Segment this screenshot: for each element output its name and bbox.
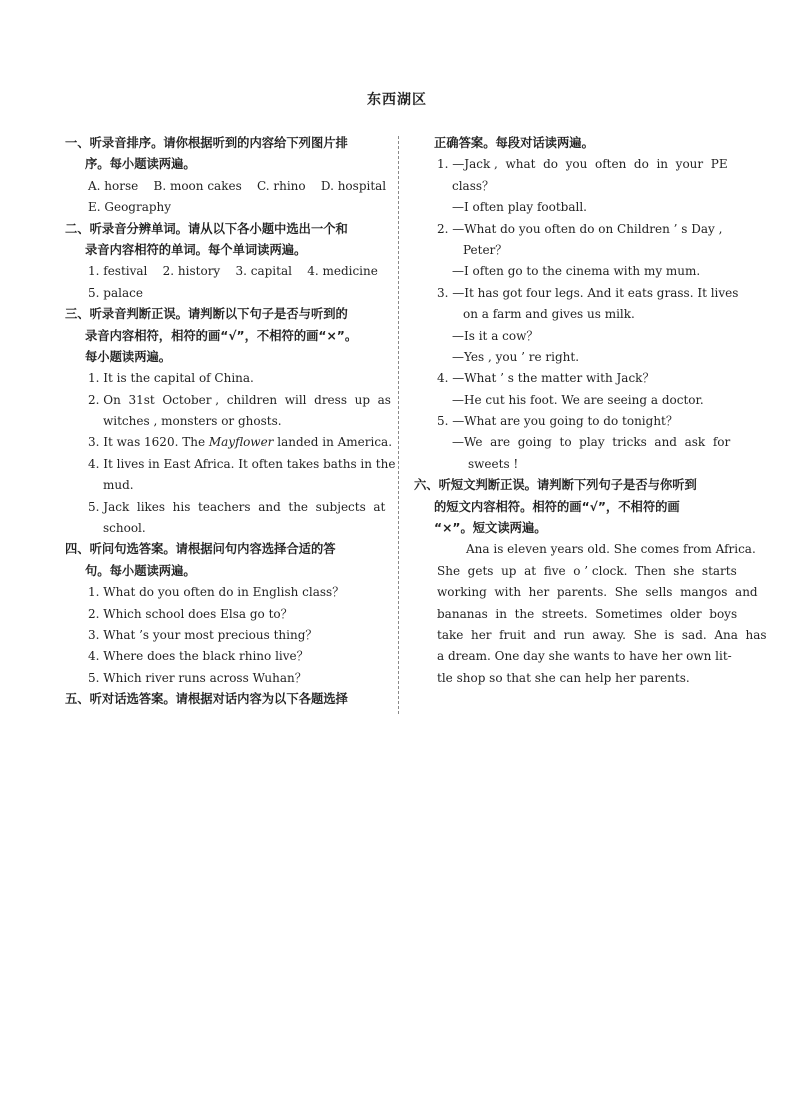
section-5-heading-cont: 正确答案。每段对话读两遍。 — [434, 136, 594, 150]
section-6-heading-cont: 的短文内容相符。相符的画“√”，不相符的画 — [434, 499, 680, 514]
dialogue-line: —He cut his foot. We are seeing a doctor. — [452, 392, 704, 407]
dialogue-line: sweets ! — [468, 456, 519, 471]
section-3-item: 1. It is the capital of China. — [88, 371, 254, 386]
item-text: landed in America. — [273, 435, 393, 450]
section-2-words: 1. festival 2. history 3. capital 4. medicine — [88, 264, 378, 279]
passage-line: a dream. One day she wants to have her own lit- — [437, 649, 732, 664]
dialogue-line: —I often go to the cinema with my mum. — [452, 264, 701, 279]
section-5-heading: 五、听对话选答案。请根据对话内容为以下各题选择 — [65, 692, 348, 707]
section-3-heading-cont: 录音内容相符，相符的画“√”，不相符的画“×”。 — [85, 328, 358, 343]
section-3-item-cont: school. — [103, 521, 146, 536]
dialogue-line: class？ — [452, 178, 495, 193]
section-2-heading: 二、听录音分辨单词。请从以下各小题中选出一个和 — [65, 221, 348, 236]
dialogue-line: —I often play football. — [452, 200, 587, 215]
section-2-heading-cont: 录音内容相符的单词。每个单词读两遍。 — [85, 242, 307, 257]
passage-line: Ana is eleven years old. She comes from Africa. — [466, 542, 756, 557]
section-1-heading: 一、听录音排序。请你根据听到的内容给下列图片排 — [65, 136, 348, 150]
section-3-heading: 三、听录音判断正误。请判断以下句子是否与听到的 — [65, 307, 348, 322]
dialogue-line: 1. —Jack , what do you often do in your PE — [437, 157, 728, 172]
passage-line: tle shop so that she can help her parents. — [437, 670, 690, 685]
section-3-item: 5. Jack likes his teachers and the subjects at — [88, 499, 386, 514]
dialogue-line: Peter？ — [463, 242, 508, 257]
section-1-heading-cont: 序。每小题读两遍。 — [85, 157, 196, 172]
dialogue-line: —Is it a cow？ — [452, 328, 539, 343]
column-divider — [398, 136, 399, 714]
passage-line: She gets up at five o ’ clock. Then she starts — [437, 563, 737, 578]
section-4-item: 3. What ’s your most precious thing？ — [88, 627, 318, 642]
section-3-heading-cont2: 每小题读两遍。 — [85, 349, 172, 364]
section-3-item-cont: mud. — [103, 478, 134, 493]
passage-line: take her fruit and run away. She is sad. Ana has — [437, 627, 767, 642]
italic-title: Mayflower — [208, 435, 274, 450]
passage-line: bananas in the streets. Sometimes older boys — [437, 606, 738, 621]
section-4-item: 1. What do you often do in English class？ — [88, 585, 345, 600]
passage-line: working with her parents. She sells mangos and — [437, 585, 758, 600]
left-column — [65, 133, 396, 711]
section-3-item: 4. It lives in East Africa. It often takes baths in the — [88, 456, 396, 471]
section-1-options-cont: E. Geography — [88, 200, 172, 215]
section-4-item: 4. Where does the black rhino live？ — [88, 649, 309, 664]
section-1-options: A. horse B. moon cakes C. rhino D. hospital — [88, 178, 387, 193]
dialogue-line: on a farm and gives us milk. — [463, 307, 635, 322]
right-column — [414, 133, 767, 689]
section-2-words-cont: 5. palace — [88, 285, 143, 300]
dialogue-line: 5. —What are you going to do tonight？ — [437, 414, 678, 429]
dialogue-line: —Yes , you ’ re right. — [452, 349, 580, 364]
dialogue-line: —We are going to play tricks and ask for — [452, 435, 731, 450]
item-text: 3. It was 1620. The — [88, 435, 209, 450]
section-3-item-cont: witches , monsters or ghosts. — [103, 414, 282, 429]
section-4-heading-cont: 句。每小题读两遍。 — [85, 563, 196, 578]
section-6-heading: 六、听短文判断正误。请判断下列句子是否与你听到 — [414, 478, 697, 493]
dialogue-line: 3. —It has got four legs. And it eats grass. It lives — [437, 285, 739, 300]
section-3-item — [65, 432, 393, 453]
section-3-item: 2. On 31st October , children will dress up as — [88, 392, 391, 407]
section-4-item: 2. Which school does Elsa go to？ — [88, 606, 293, 621]
section-6-heading-cont2: “×”。短文读两遍。 — [434, 521, 547, 536]
section-4-heading: 四、听问句选答案。请根据问句内容选择合适的答 — [65, 542, 336, 557]
dialogue-line: 4. —What ’ s the matter with Jack？ — [437, 371, 655, 386]
page-title: 东西湖区 — [367, 92, 427, 108]
section-4-item: 5. Which river runs across Wuhan？ — [88, 670, 307, 685]
dialogue-line: 2. —What do you often do on Children ’ s Day , — [437, 221, 723, 236]
